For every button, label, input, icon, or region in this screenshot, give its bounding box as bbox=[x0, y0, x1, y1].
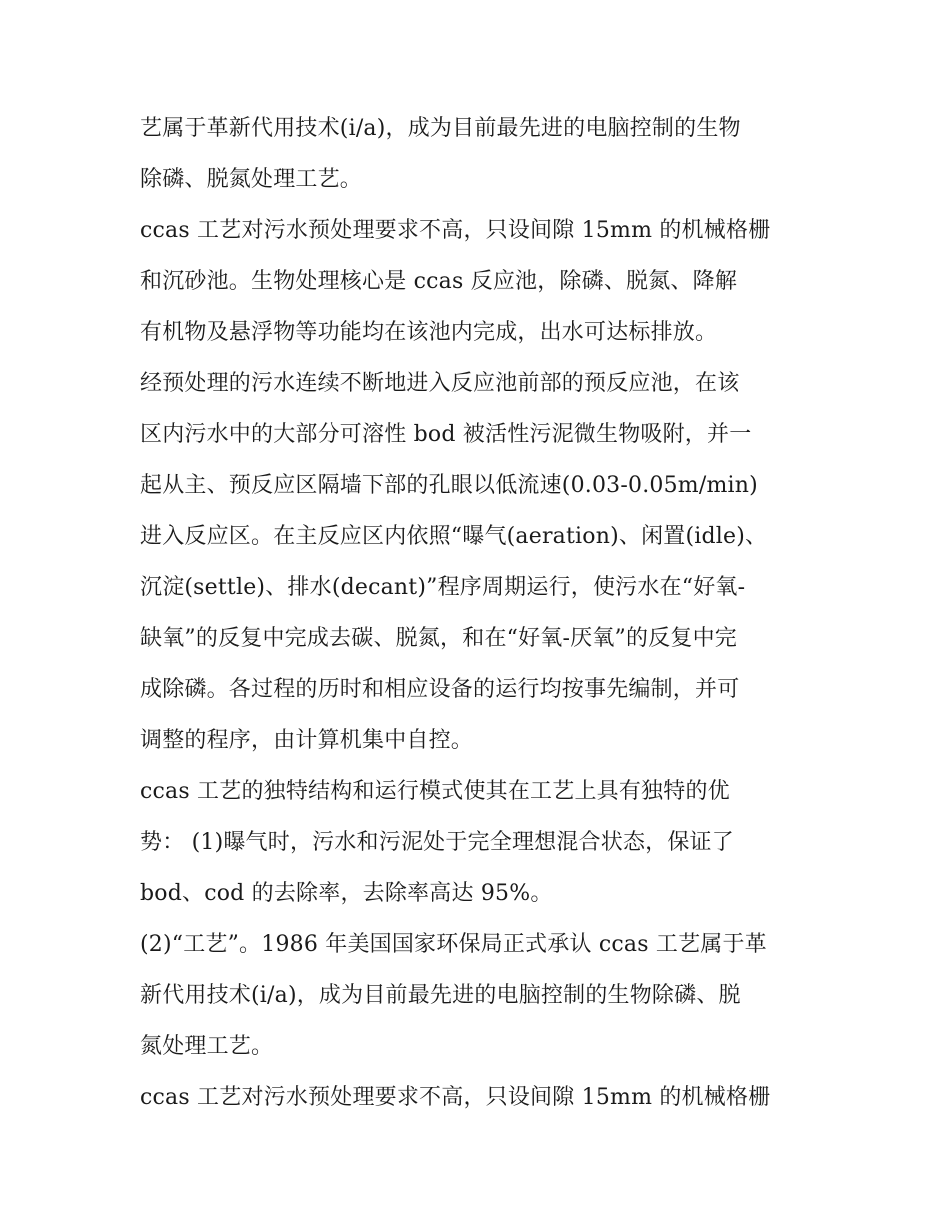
text-line-8: 起从主、预反应区隔墙下部的孔眼以低流速(0.03-0.05m/min) bbox=[140, 473, 758, 498]
text-line-3: ccas 工艺对污水预处理要求不高，只设间隙 15mm 的机械格栅 bbox=[140, 218, 771, 243]
text-line-15: 势： (1)曝气时，污水和污泥处于完全理想混合状态，保证了 bbox=[140, 830, 734, 855]
text-line-4: 和沉砂池。生物处理核心是 ccas 反应池，除磷、脱氮、降解 bbox=[140, 269, 738, 294]
text-line-6: 经预处理的污水连续不断地进入反应池前部的预反应池，在该 bbox=[140, 371, 740, 396]
text-line-12: 成除磷。各过程的历时和相应设备的运行均按事先编制，并可 bbox=[140, 677, 740, 702]
text-line-11: 缺氧”的反复中完成去碳、脱氮，和在“好氧-厌氧”的反复中完 bbox=[140, 626, 737, 651]
text-line-7: 区内污水中的大部分可溶性 bod 被活性污泥微生物吸附，并一 bbox=[140, 422, 752, 447]
text-line-1: 艺属于革新代用技术(i/a)，成为目前最先进的电脑控制的生物 bbox=[140, 116, 741, 141]
text-line-9: 进入反应区。在主反应区内依照“曝气(aeration)、闲置(idle)、 bbox=[140, 524, 768, 549]
body-text bbox=[140, 103, 820, 1123]
text-line-17: (2)“工艺”。1986 年美国国家环保局正式承认 ccas 工艺属于革 bbox=[140, 932, 767, 957]
text-line-20: ccas 工艺对污水预处理要求不高，只设间隙 15mm 的机械格栅 bbox=[140, 1085, 771, 1110]
text-line-14: ccas 工艺的独特结构和运行模式使其在工艺上具有独特的优 bbox=[140, 779, 730, 804]
text-line-16: bod、cod 的去除率，去除率高达 95%。 bbox=[140, 881, 553, 906]
text-line-18: 新代用技术(i/a)，成为目前最先进的电脑控制的生物除磷、脱 bbox=[140, 983, 741, 1008]
text-line-10: 沉淀(settle)、排水(decant)”程序周期运行，使污水在“好氧- bbox=[140, 575, 746, 600]
text-line-5: 有机物及悬浮物等功能均在该池内完成，出水可达标排放。 bbox=[140, 320, 718, 345]
text-line-13: 调整的程序，由计算机集中自控。 bbox=[140, 728, 474, 753]
text-line-2: 除磷、脱氮处理工艺。 bbox=[140, 167, 363, 192]
text-line-19: 氮处理工艺。 bbox=[140, 1034, 274, 1059]
